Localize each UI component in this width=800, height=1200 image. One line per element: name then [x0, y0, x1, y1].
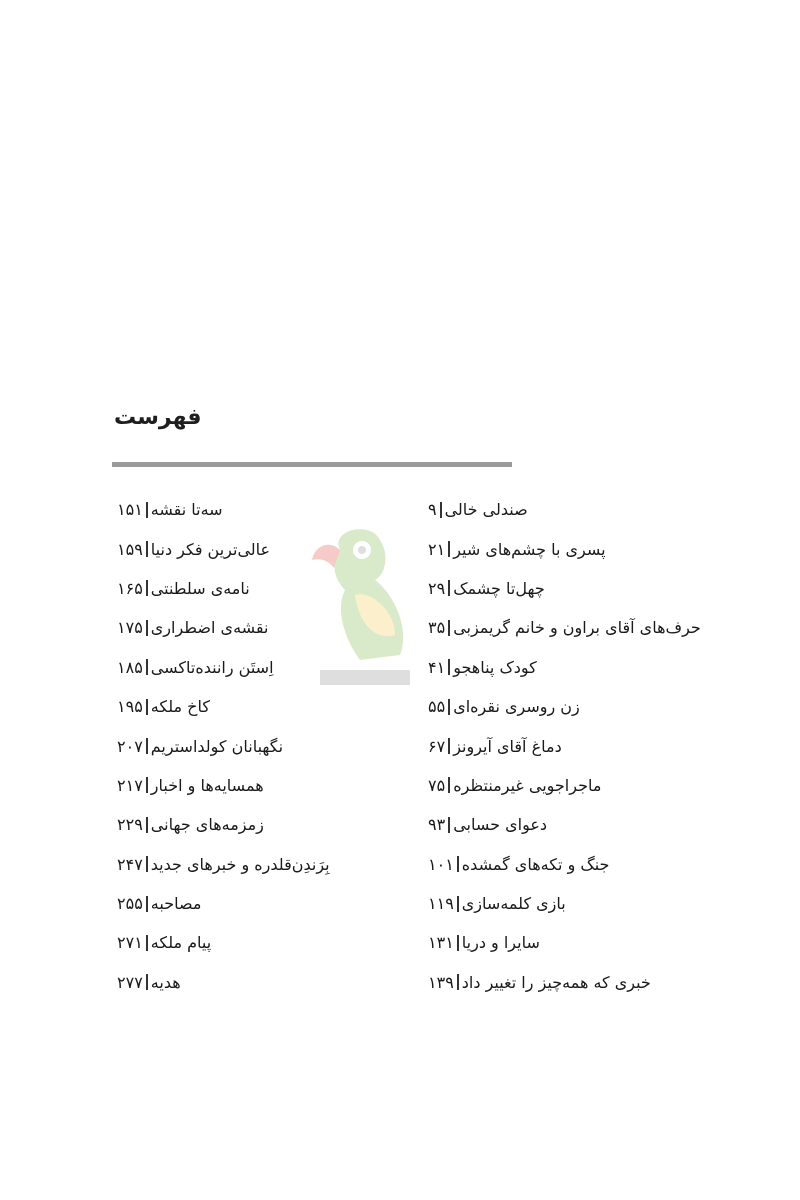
- toc-entry-title: نقشه‌ی اضطراری: [150, 618, 269, 638]
- toc-entry-title: چهل‌تا چشمک: [453, 578, 545, 598]
- toc-entry-page: ۱۸۵: [117, 657, 143, 677]
- toc-entry-page: ۲۱: [428, 539, 446, 559]
- toc-heading: فهرست: [114, 405, 202, 430]
- toc-entry-page: ۱۹۵: [117, 697, 143, 717]
- toc-entry-page: ۱۶۵: [117, 578, 143, 598]
- toc-entry[interactable]: [428, 648, 758, 687]
- toc-separator: [448, 817, 450, 833]
- toc-entry-page: ۱۳۱: [428, 933, 454, 953]
- toc-entry-page: ۵۵: [428, 697, 446, 717]
- toc-entry-page: ۹: [428, 500, 437, 520]
- toc-entry[interactable]: [428, 845, 758, 884]
- toc-entry-page: ۲۰۷: [117, 736, 143, 756]
- toc-entry-page: ۲۱۷: [117, 775, 143, 795]
- toc-entry-title: صندلی خالی: [444, 500, 528, 520]
- parrot-logo-icon: [300, 520, 420, 690]
- toc-entry-title: بِرَندِن‌قلدره و خبرهای جدید: [150, 854, 330, 874]
- toc-entry-title: هدیه: [150, 972, 181, 992]
- toc-entry-page: ۴۱: [428, 657, 446, 677]
- toc-entry[interactable]: [428, 963, 758, 1002]
- toc-entry-page: ۷۵: [428, 775, 446, 795]
- toc-entry-page: ۲۹: [428, 578, 446, 598]
- toc-entry-page: ۲۴۷: [117, 854, 143, 874]
- toc-entry-title: کودک پناهجو: [453, 657, 537, 677]
- toc-separator: [146, 856, 148, 872]
- toc-separator: [146, 896, 148, 912]
- toc-entry-title: زمزمه‌های جهانی: [150, 815, 264, 835]
- toc-separator: [457, 856, 459, 872]
- toc-entry[interactable]: [117, 923, 447, 962]
- toc-entry-title: نامه‌ی سلطنتی: [150, 578, 250, 598]
- toc-entry-page: ۲۷۷: [117, 972, 143, 992]
- toc-entry-page: ۱۰۱: [428, 854, 454, 874]
- toc-separator: [448, 620, 450, 636]
- toc-entry[interactable]: [117, 963, 447, 1002]
- toc-entry[interactable]: [117, 884, 447, 923]
- toc-entry-title: مصاحبه: [150, 894, 202, 914]
- toc-entry-title: همسایه‌ها و اخبار: [150, 775, 264, 795]
- toc-entry-title: دماغ آقای آیرونز: [453, 736, 562, 756]
- toc-entry-page: ۱۵۹: [117, 539, 143, 559]
- toc-column-right: [428, 490, 758, 1002]
- toc-separator: [146, 580, 148, 596]
- toc-entry[interactable]: [428, 608, 758, 647]
- toc-separator: [448, 699, 450, 715]
- toc-entry[interactable]: [428, 490, 758, 529]
- toc-entry-title: کاخ ملکه: [150, 697, 210, 717]
- toc-entry-title: پسری با چشم‌های شیر: [453, 539, 606, 559]
- toc-entry[interactable]: [428, 884, 758, 923]
- toc-entry[interactable]: [428, 529, 758, 568]
- toc-separator: [146, 738, 148, 754]
- toc-entry-title: دعوای حسابی: [453, 815, 548, 835]
- toc-entry[interactable]: [117, 805, 447, 844]
- toc-entry[interactable]: [428, 805, 758, 844]
- toc-separator: [457, 896, 459, 912]
- toc-entry[interactable]: [428, 569, 758, 608]
- toc-separator: [448, 580, 450, 596]
- toc-entry-page: ۲۲۹: [117, 815, 143, 835]
- toc-entry-page: ۱۱۹: [428, 894, 454, 914]
- toc-entry-title: خبری که همه‌چیز را تغییر داد: [461, 972, 651, 992]
- toc-entry[interactable]: [428, 923, 758, 962]
- heading-divider: [112, 462, 512, 467]
- toc-separator: [448, 738, 450, 754]
- toc-entry[interactable]: [117, 687, 447, 726]
- toc-entry[interactable]: [117, 845, 447, 884]
- toc-entry-title: زن روسری نقره‌ای: [453, 697, 580, 717]
- toc-entry-title: نگهبانان کولداستریم: [150, 736, 284, 756]
- toc-entry-page: ۱۵۱: [117, 500, 143, 520]
- toc-separator: [448, 777, 450, 793]
- toc-entry-title: جنگ و تکه‌های گمشده: [461, 854, 610, 874]
- toc-entry-page: ۹۳: [428, 815, 446, 835]
- toc-entry[interactable]: [428, 687, 758, 726]
- toc-separator: [146, 935, 148, 951]
- toc-entry-page: ۱۳۹: [428, 972, 454, 992]
- toc-entry-title: ماجراجویی غیرمنتظره: [453, 775, 602, 795]
- toc-separator: [146, 777, 148, 793]
- toc-separator: [146, 659, 148, 675]
- toc-entry-page: ۲۷۱: [117, 933, 143, 953]
- toc-separator: [146, 699, 148, 715]
- toc-entry[interactable]: [117, 726, 447, 765]
- toc-entry[interactable]: [428, 766, 758, 805]
- toc-separator: [146, 541, 148, 557]
- toc-separator: [448, 541, 450, 557]
- toc-entry-title: اِستَن راننده‌تاکسی: [150, 657, 274, 677]
- toc-entry-page: ۳۵: [428, 618, 446, 638]
- toc-entry-title: حرف‌های آقای براون و خانم گریمزبی: [453, 618, 701, 638]
- toc-entry-page: ۲۵۵: [117, 894, 143, 914]
- toc-separator: [146, 502, 148, 518]
- toc-entry[interactable]: [428, 726, 758, 765]
- toc-entry-title: بازی کلمه‌سازی: [461, 894, 566, 914]
- toc-entry-title: سایرا و دریا: [461, 933, 540, 953]
- toc-entry-title: سه‌تا نقشه: [150, 500, 223, 520]
- toc-separator: [457, 974, 459, 990]
- toc-entry-title: عالی‌ترین فکر دنیا: [150, 539, 271, 559]
- toc-separator: [448, 659, 450, 675]
- toc-entry[interactable]: [117, 766, 447, 805]
- toc-entry-title: پیام ملکه: [150, 933, 212, 953]
- toc-separator: [146, 620, 148, 636]
- toc-entry-page: ۶۷: [428, 736, 446, 756]
- toc-entry-page: ۱۷۵: [117, 618, 143, 638]
- toc-separator: [146, 974, 148, 990]
- toc-separator: [457, 935, 459, 951]
- toc-separator: [146, 817, 148, 833]
